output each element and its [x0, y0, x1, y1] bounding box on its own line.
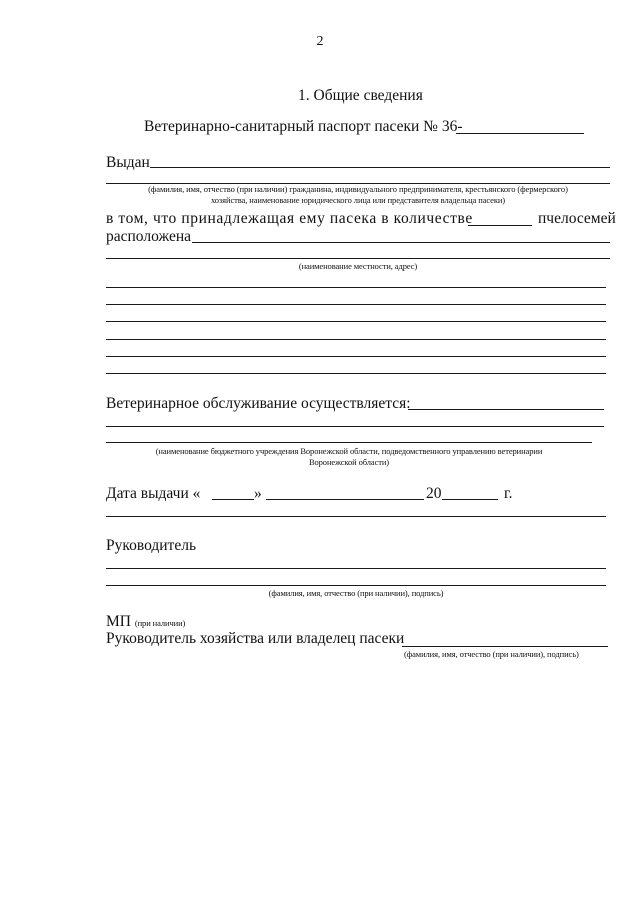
issued-caption-line2: хозяйства, наименование юридического лица или представителя владельца пасеки) [210, 195, 506, 205]
stamp-note: (при наличии) [134, 618, 186, 628]
stamp-label [106, 613, 185, 631]
issue-year-field[interactable] [442, 499, 498, 500]
issued-to-field[interactable] [150, 167, 610, 168]
location-field-line2[interactable] [106, 258, 610, 259]
stamp-mp: МП [106, 613, 131, 630]
colonies-count-field[interactable] [468, 225, 532, 226]
blank-line-3[interactable] [106, 321, 606, 322]
head-caption: (фамилия, имя, отчество (при наличии), подпись) [268, 588, 444, 598]
owner-caption: (фамилия, имя, отчество (при наличии), подпись) [404, 649, 579, 659]
apiary-text: в том, что принадлежащая ему пасека в количестве [106, 210, 473, 227]
page-number: 2 [316, 34, 324, 49]
head-label: Руководитель [106, 537, 197, 554]
vet-service-label: Ветеринарное обслуживание осуществляется: [106, 395, 411, 412]
issue-year-prefix: 20 [426, 485, 442, 502]
issued-label: Выдан [106, 154, 150, 171]
issue-day-field[interactable] [212, 499, 254, 500]
issue-date-extra-line[interactable] [106, 516, 606, 517]
blank-line-4[interactable] [106, 339, 606, 340]
passport-number-field[interactable] [456, 133, 584, 134]
issued-caption-line1: (фамилия, имя, отчество (при наличии) гражданина, индивидуального предпринимателя, крестьянского (фермерского) [148, 184, 568, 194]
colonies-unit: пчелосемей [538, 210, 616, 227]
issue-date-quote-close: » [254, 485, 262, 502]
issue-month-field[interactable] [266, 499, 424, 500]
location-caption: (наименование местности, адрес) [298, 261, 418, 271]
section-title: 1. Общие сведения [298, 87, 423, 104]
location-field[interactable] [192, 242, 610, 243]
owner-label: Руководитель хозяйства или владелец пасеки [106, 630, 405, 647]
issue-year-suffix: г. [504, 485, 513, 502]
passport-title: Ветеринарно-санитарный паспорт пасеки № 36- [144, 118, 463, 135]
blank-line-5[interactable] [106, 356, 606, 357]
vet-service-field[interactable] [408, 409, 604, 410]
located-label: расположена [106, 228, 192, 245]
blank-line-2[interactable] [106, 304, 606, 305]
vet-service-caption-line1: (наименование бюджетного учреждения Воронежской области, подведомственного управлению ветеринарии [155, 446, 543, 456]
vet-service-caption-line2: Воронежской области) [308, 457, 390, 467]
head-field-line2[interactable] [106, 585, 606, 586]
issue-date-label: Дата выдачи « [106, 485, 201, 502]
vet-service-field-line3[interactable] [106, 442, 592, 443]
blank-line-6[interactable] [106, 373, 606, 374]
blank-line-1[interactable] [106, 287, 606, 288]
head-field-line1[interactable] [106, 568, 606, 569]
vet-service-field-line2[interactable] [106, 426, 604, 427]
owner-field[interactable] [402, 646, 608, 647]
